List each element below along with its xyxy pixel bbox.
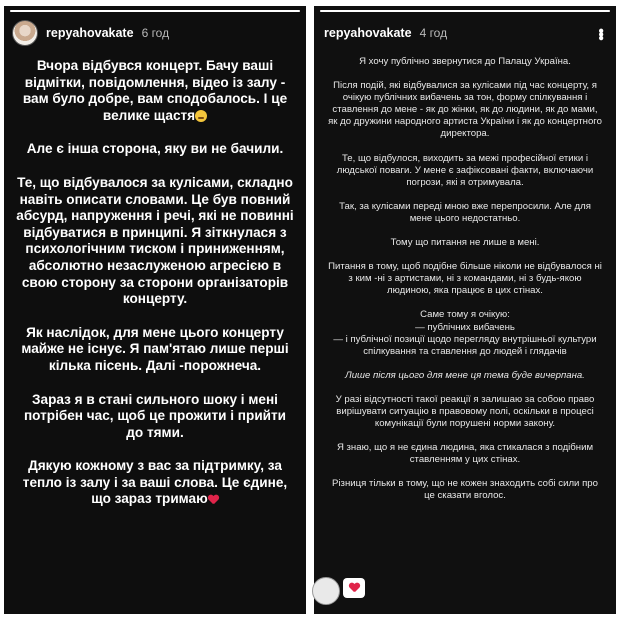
paragraph: Я хочу публічно звернутися до Палацу Україна.: [359, 56, 571, 67]
red-heart-icon: [208, 495, 219, 505]
post-time: 4 год: [419, 26, 448, 40]
paragraph: Як наслідок, для мене цього концерту майже не існує. Я пам'ятаю лише перші кілька пісень. Далі -порожнеча.: [21, 324, 289, 373]
paragraph: Я знаю, що я не єдина людина, яка стикалася з подібним ставленням у цих стінах.: [336, 442, 594, 466]
paragraph: Тому що питання не лише в мені.: [390, 237, 540, 249]
reaction-avatar[interactable]: [312, 577, 340, 605]
paragraph: Так, за кулісами переді мною вже перепросили. Але для мене цього недостатньо.: [339, 200, 591, 224]
paragraph: Те, що відбувалося за кулісами, складно навіть описати словами. Це був повний абсурд, напруження і речі, які не повинні відбуватися в принципі. Я зіткнулася з психологічним тиском і приниженням, абсолютно незаслуженою агресією в свою сторону за сторони організаторів концерту.: [16, 174, 294, 307]
story-text: [14, 58, 296, 525]
paragraph: Лише після цього для мене ця тема буде вичерпана.: [345, 369, 585, 381]
paragraph: Саме тому я очікую: — публічних вибачень — і публічної позиції щодо перегляду внутрішньої культури спілкування та ставлення до людей і глядачів: [333, 309, 597, 357]
paragraph: Після подій, які відбувалися за кулісами під час концерту, я очікую публічних вибачень за тон, форму спілкування і ставлення до мене - як до жінки, як до людини, як до мами, як до дружини народного артиста України і як до концертного директора.: [328, 80, 602, 140]
paragraph: Вчора відбувся концерт. Бачу ваші відмітки, повідомлення, відео із залу - вам було добре, вам сподобалось. І це велике щастя: [22, 58, 288, 123]
paragraph: Але є інша сторона, яку ви не бачили.: [26, 141, 284, 157]
story-header: [322, 18, 608, 48]
avatar[interactable]: [12, 20, 38, 46]
username[interactable]: repyahovakate: [46, 26, 134, 40]
story-progress-bar: [10, 10, 300, 12]
paragraph: Дякую кожному з вас за підтримку, за тепло із залу і за ваші слова. Це єдине, що зараз тримаю: [22, 458, 288, 507]
story-right[interactable]: [314, 6, 616, 614]
paragraph: Різниця тільки в тому, що не кожен знаходить собі сили про це сказати вголос.: [332, 478, 598, 502]
username[interactable]: repyahovakate: [324, 26, 412, 40]
vertical-dots-icon[interactable]: •••: [592, 27, 609, 39]
post-time: 6 год: [141, 26, 170, 40]
story-text: [328, 56, 602, 515]
story-header: [12, 18, 298, 48]
paragraph: Зараз я в стані сильного шоку і мені потрібен час, щоб це прожити і прийти до тями.: [23, 391, 287, 440]
red-heart-icon: [349, 583, 360, 593]
paragraph: Те, що відбулося, виходить за межі професійної етики і людської поваги. У мене є зафіксовані факти, включаючи погрози, які я отримувала.: [336, 152, 594, 188]
heart-reaction-icon[interactable]: [343, 578, 365, 598]
paragraph: Питання в тому, щоб подібне більше ніколи не відбувалося ні з ким -ні з артистами, ні з командами, ні з будь-якою людиною, яка працює в цих стінах.: [328, 261, 602, 297]
paragraph: У разі відсутності такої реакції я залишаю за собою право вирішувати ситуацію в правовому полі, оскільки в процесі комунікації були порушені норми закону.: [335, 393, 595, 430]
slightly-sad-face-icon: [195, 110, 207, 122]
story-left[interactable]: [4, 6, 306, 614]
story-progress-bar: [320, 10, 610, 12]
